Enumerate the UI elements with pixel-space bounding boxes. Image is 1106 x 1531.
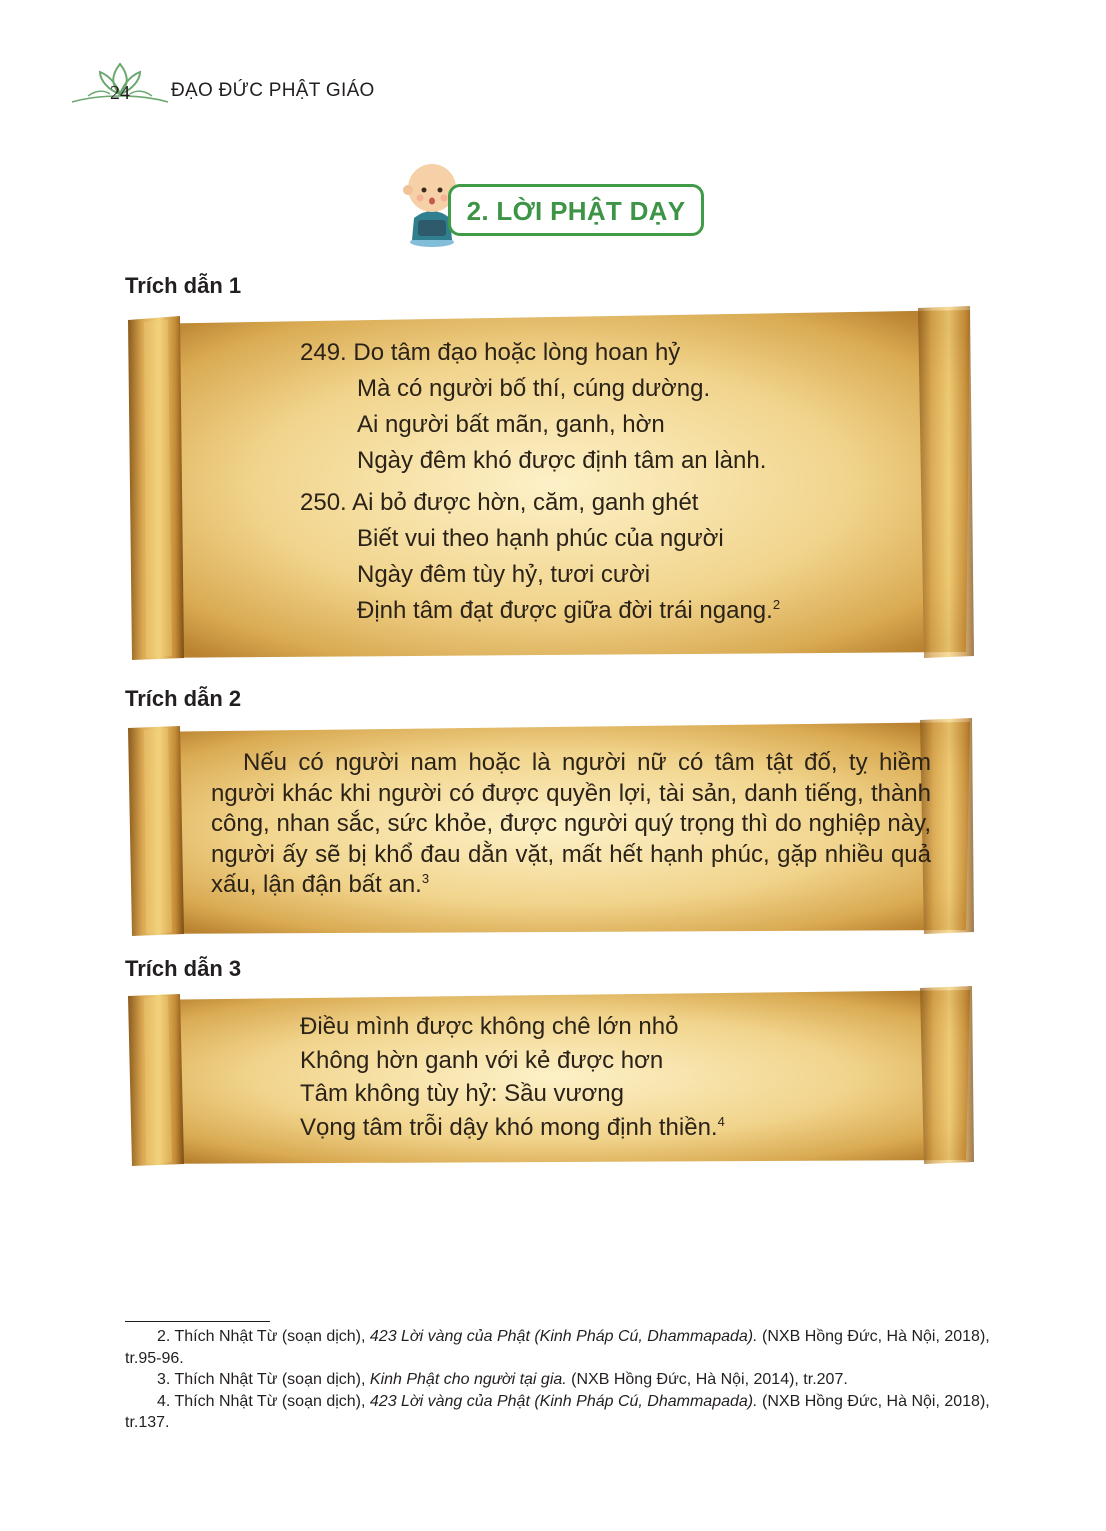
footnote: 4. Thích Nhật Từ (soạn dịch), 423 Lời vàng của Phật (Kinh Pháp Cú, Dhammapada). (NXB Hồng Đức, Hà Nội, 2018), tr.137.: [125, 1392, 990, 1431]
verse-line: Điều mình được không chê lớn nhỏ: [300, 1013, 679, 1040]
verse-line: Biết vui theo hạnh phúc của người: [357, 525, 724, 552]
quote-2-label: Trích dẫn 2: [125, 686, 242, 711]
footnote-ref: 4: [717, 1113, 725, 1129]
verse-line: Mà có người bố thí, cúng dường.: [357, 375, 711, 402]
verse-line: 249. Do tâm đạo hoặc lòng hoan hỷ: [300, 339, 681, 366]
verse-line: Vọng tâm trỗi dậy khó mong định thiền.$^4$: [300, 1113, 725, 1141]
quote-1-verses: [300, 335, 780, 629]
quote-3-verses: [300, 1010, 725, 1144]
running-head: ĐẠO ĐỨC PHẬT GIÁO: [171, 80, 375, 101]
verse-line: Ai người bất mãn, ganh, hờn: [357, 411, 665, 438]
quote-3-scroll: [128, 986, 976, 1166]
quote-paragraph: Nếu có người nam hoặc là người nữ có tâm tật đố, tỵ hiềm người khác khi người có được quyền lợi, tài sản, danh tiếng, thành công, nhan sắc, sức khỏe, được người quý trọng thì do nghiệp này, người ấy sẽ bị khổ đau dằn vặt, mất hết hạnh phúc, gặp nhiều quả xấu, lận đận bất an.$^3$: [211, 749, 931, 898]
verse-line: Định tâm đạt được giữa đời trái ngang.$^2$: [357, 597, 781, 624]
verse-line: 250. Ai bỏ được hờn, căm, ganh ghét: [300, 489, 699, 516]
quote-1-label: Trích dẫn 1: [125, 273, 242, 298]
verse-line: Ngày đêm tùy hỷ, tươi cười: [357, 561, 651, 588]
verse-line: Ngày đêm khó được định tâm an lành.: [357, 447, 767, 474]
quote-2-scroll: [128, 716, 976, 938]
page-header: [70, 60, 390, 110]
footnote: 3. Thích Nhật Từ (soạn dịch), Kinh Phật cho người tại gia. (NXB Hồng Đức, Hà Nội, 2014), tr.207.: [157, 1371, 848, 1388]
section-heading: [400, 148, 710, 248]
quote-3-label: Trích dẫn 3: [125, 956, 242, 981]
verse-line: Không hờn ganh với kẻ được hơn: [300, 1046, 664, 1074]
page-number: 24: [110, 82, 130, 104]
section-title-box: [448, 184, 704, 236]
footnote-rule: [125, 1321, 270, 1322]
footnotes: [125, 1326, 990, 1434]
footnote: 2. Thích Nhật Từ (soạn dịch), 423 Lời vàng của Phật (Kinh Pháp Cú, Dhammapada). (NXB Hồng Đức, Hà Nội, 2018), tr.95-96.: [125, 1328, 990, 1367]
section-title: 2. LỜI PHẬT DẠY: [466, 196, 686, 226]
footnote-ref: 3: [421, 871, 430, 886]
verse-line: Tâm không tùy hỷ: Sầu vương: [300, 1080, 624, 1107]
quote-1-scroll: [128, 302, 976, 662]
quote-2-text: [211, 748, 931, 901]
footnote-ref: 2: [772, 597, 781, 612]
